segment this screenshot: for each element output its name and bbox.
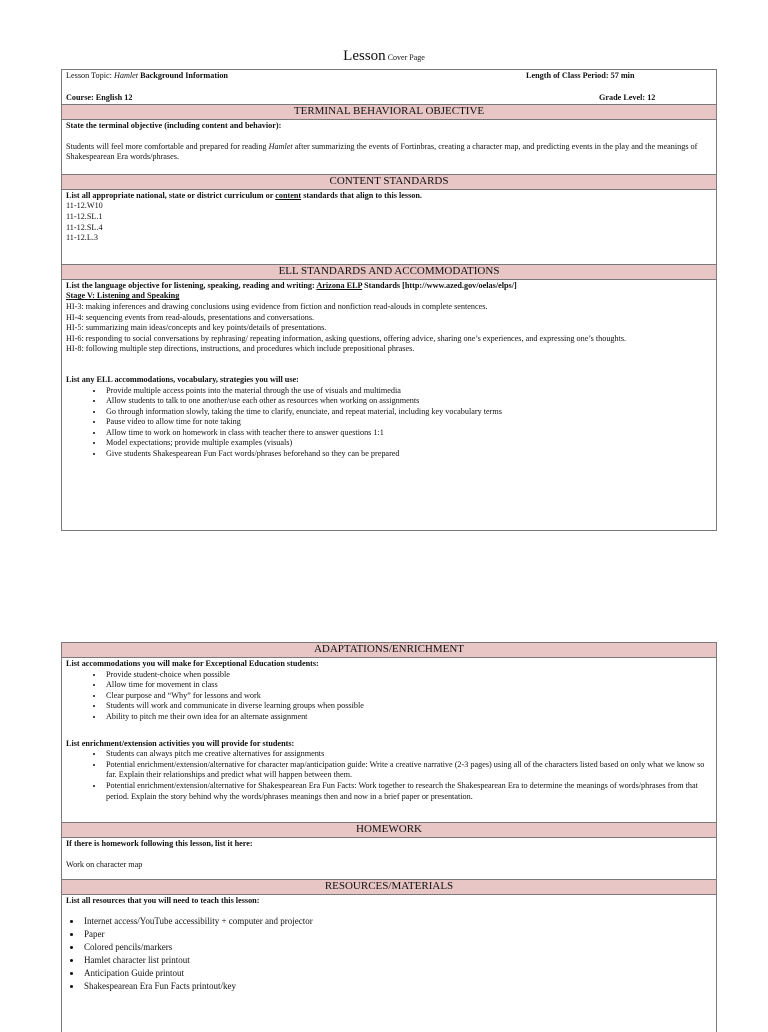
adaptations-prompt-2: List enrichment/extension activities you will provide for students: xyxy=(66,738,295,748)
period-value: 57 min xyxy=(610,71,635,80)
list-item: • Pause video to allow time for note taking xyxy=(104,417,712,428)
ell-accommodations-list xyxy=(66,386,712,460)
content-standards-header: CONTENT STANDARDS xyxy=(62,174,716,190)
list-item: • Clear purpose and “Why” for lessons and work xyxy=(104,691,712,702)
homework-section xyxy=(62,838,716,879)
topic-value-italic: Hamlet xyxy=(113,71,139,80)
ell-standard: HI-6: responding to social conversations by rephrasing/ repeating information, asking questions, offering advice, sharing one’s experiences, and expressing one’s thoughts. xyxy=(66,333,627,343)
title-sub: Cover Page xyxy=(387,53,425,62)
list-item: • Provide multiple access points into the material through the use of visuals and multimedia xyxy=(104,386,712,397)
list-item: • Shakespearean Era Fun Facts printout/key xyxy=(82,980,712,993)
topic-label: Lesson Topic: xyxy=(66,71,112,80)
ell-standard: HI-4: sequencing events from read-alouds, presentations and conversations. xyxy=(66,312,315,322)
content-standards-prompt: List all appropriate national, state or district curriculum or content standards that align to this lesson. xyxy=(66,190,422,200)
standard-item: 11-12.L.3 xyxy=(66,233,98,243)
standard-item: 11-12.W10 xyxy=(66,201,103,211)
homework-header: HOMEWORK xyxy=(62,822,716,838)
ell-standard: HI-5: summarizing main ideas/concepts and key points/details of presentations. xyxy=(66,323,327,333)
ell-stage: Stage V: Listening and Speaking xyxy=(66,291,180,301)
tbo-header: TERMINAL BEHAVIORAL OBJECTIVE xyxy=(62,104,716,120)
ell-standard: HI-8: following multiple step directions, instructions, and procedures which include prepositional phrases. xyxy=(66,344,415,354)
ell-section xyxy=(62,280,716,462)
course: Course: English 12 xyxy=(66,93,133,102)
standard-item: 11-12.SL.1 xyxy=(66,211,103,221)
exceptional-ed-list xyxy=(66,670,712,723)
lesson-info xyxy=(62,70,716,104)
list-item: • Students will work and communicate in diverse learning groups when possible xyxy=(104,701,712,712)
enrichment-list xyxy=(66,749,712,802)
tbo-prompt: State the terminal objective (including content and behavior): xyxy=(66,121,282,130)
standard-item: 11-12.SL.4 xyxy=(66,222,103,232)
list-item: • Model expectations; provide multiple examples (visuals) xyxy=(104,438,712,449)
list-item: • Provide student-choice when possible xyxy=(104,670,712,681)
title-main: Lesson xyxy=(343,48,386,64)
lesson-box-1 xyxy=(61,69,717,531)
document-title xyxy=(0,48,768,64)
tbo-text: Students will feel more comfortable and prepared for reading Hamlet after summarizing the events of Fortinbras, creating a character map, and predicting events in the play and the meanings of Shakespearean Era words/phrases. xyxy=(66,141,698,162)
list-item: • Give students Shakespearean Fun Fact words/phrases beforehand so they can be prepared xyxy=(104,449,712,460)
list-item: • Hamlet character list printout xyxy=(82,954,712,967)
period-label: Length of Class Period: xyxy=(526,71,609,80)
homework-text: Work on character map xyxy=(66,859,143,869)
list-item: • Paper xyxy=(82,928,712,941)
ell-accom-prompt: List any ELL accommodations, vocabulary, strategies you will use: xyxy=(66,374,299,384)
ell-standard: HI-3: making inferences and drawing conclusions using evidence from fiction and nonfiction read-alouds in complete sentences. xyxy=(66,301,488,311)
list-item: • Go through information slowly, taking the time to clarify, enunciate, and repeat material, including key vocabulary terms xyxy=(104,407,712,418)
list-item: • Anticipation Guide printout xyxy=(82,967,712,980)
lesson-box-2 xyxy=(61,642,717,1032)
homework-prompt: If there is homework following this lesson, list it here: xyxy=(66,839,253,849)
list-item: • Potential enrichment/extension/alternative for character map/anticipation guide: Write a creative narrative (2-3 pages) using all of the characters listed based on only what we know so far. Explain their relationships and predict what will happen between them. xyxy=(104,760,712,781)
ell-header: ELL STANDARDS AND ACCOMMODATIONS xyxy=(62,264,716,280)
resources-prompt: List all resources that you will need to teach this lesson: xyxy=(66,896,260,906)
list-item: • Students can always pitch me creative alternatives for assignments xyxy=(104,749,712,760)
list-item: • Colored pencils/markers xyxy=(82,941,712,954)
list-item: • Potential enrichment/extension/alternative for Shakespearean Era Fun Facts: Work together to research the Shakespearean Era to determine the meanings of words/phrases from that period. Explain the story behind why the words/phrases meanings then and now in a brief paper or presentation. xyxy=(104,781,712,802)
tbo-section xyxy=(62,120,716,174)
list-item: • Allow time to work on homework in class with teacher there to answer questions 1:1 xyxy=(104,428,712,439)
list-item: • Allow students to talk to one another/use each other as resources when working on assignments xyxy=(104,396,712,407)
adaptations-prompt-1: List accommodations you will make for Exceptional Education students: xyxy=(66,659,319,668)
list-item: • Internet access/YouTube accessibility + computer and projector xyxy=(82,915,712,928)
resources-header: RESOURCES/MATERIALS xyxy=(62,879,716,895)
topic-value: Background Information xyxy=(140,71,228,80)
adaptations-header: ADAPTATIONS/ENRICHMENT xyxy=(62,643,716,658)
list-item: • Allow time for movement in class xyxy=(104,680,712,691)
list-item: • Ability to pitch me their own idea for an alternate assignment xyxy=(104,712,712,723)
resources-list xyxy=(66,915,712,993)
grade-level: Grade Level: 12 xyxy=(599,93,656,102)
adaptations-section xyxy=(62,658,716,822)
content-standards-section xyxy=(62,190,716,264)
resources-section xyxy=(62,895,716,995)
ell-prompt: List the language objective for listening, speaking, reading and writing: Arizona ELP Standards [http://www.azed.gov/oelas/elps/] xyxy=(66,280,517,290)
